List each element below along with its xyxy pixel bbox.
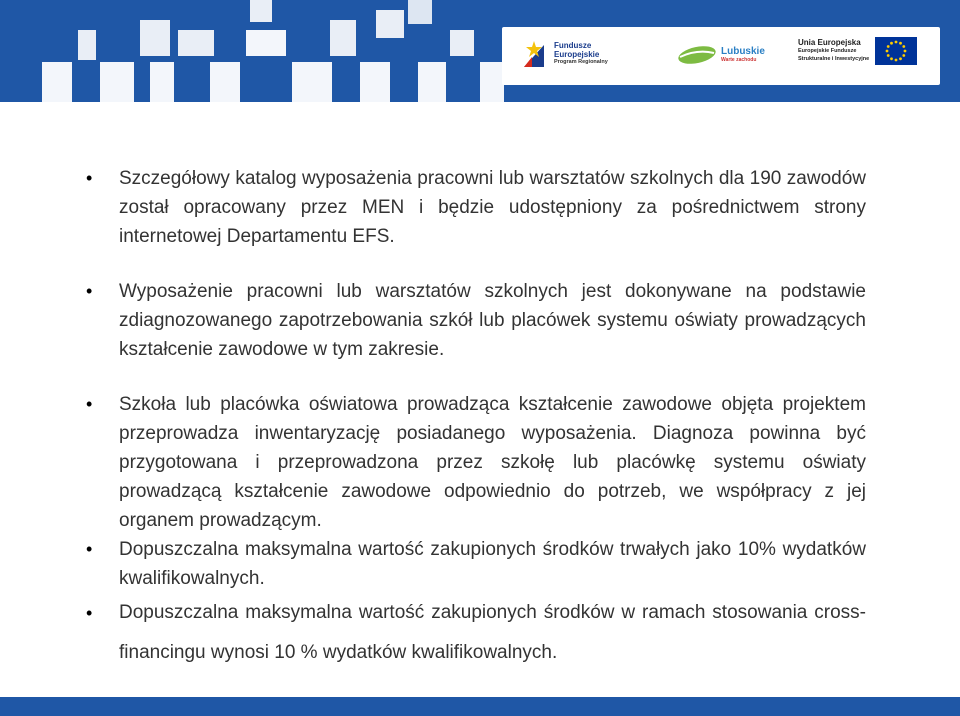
fe-star-icon	[520, 39, 548, 69]
footer-bar	[0, 697, 960, 716]
bullet-item: • Szkoła lub placówka oświatowa prowadząca kształcenie zawodowe objęta projektem przeprowadza inwentaryzację posiadanego wyposażenia. Diagnoza powinna być przygotowana i przeprowadzona przez szkołę lub placówkę systemu oświaty prowadzącą kształcenie zawodowe odpowiednio do potrzeb, we współpracy z jej organem prowadzącym.	[86, 390, 866, 535]
lubuskie-logo: Lubuskie Warte zachodu	[677, 42, 765, 68]
bullet-item: • Dopuszczalna maksymalna wartość zakupionych środków w ramach stosowania cross-financingu wynosi 10 % wydatków kwalifikowalnych.	[86, 593, 866, 673]
bullet-item: • Szczegółowy katalog wyposażenia pracowni lub warsztatów szkolnych dla 190 zawodów został opracowany przez MEN i będzie udostępniony za pośrednictwem strony internetowej Departamentu EFS.	[86, 164, 866, 251]
header-banner	[0, 0, 960, 102]
fundusze-europejskie-logo: Fundusze Europejskie Program Regionalny	[520, 39, 608, 69]
bullet-item: • Wyposażenie pracowni lub warsztatów szkolnych jest dokonywane na podstawie zdiagnozowanego zapotrzebowania szkół lub placówek systemu oświaty prowadzących kształcenie zawodowe w tym zakresie.	[86, 277, 866, 364]
eu-flag-icon	[875, 37, 917, 65]
bullet-item: • Dopuszczalna maksymalna wartość zakupionych środków trwałych jako 10% wydatków kwalifikowalnych.	[86, 535, 866, 593]
slide-content	[86, 164, 866, 673]
decorative-squares	[0, 0, 540, 102]
lubuskie-leaf-icon	[677, 42, 717, 68]
eu-logo: Unia Europejska Europejskie Fundusze Strukturalne i Inwestycyjne	[798, 37, 917, 65]
logos-strip	[502, 27, 940, 85]
